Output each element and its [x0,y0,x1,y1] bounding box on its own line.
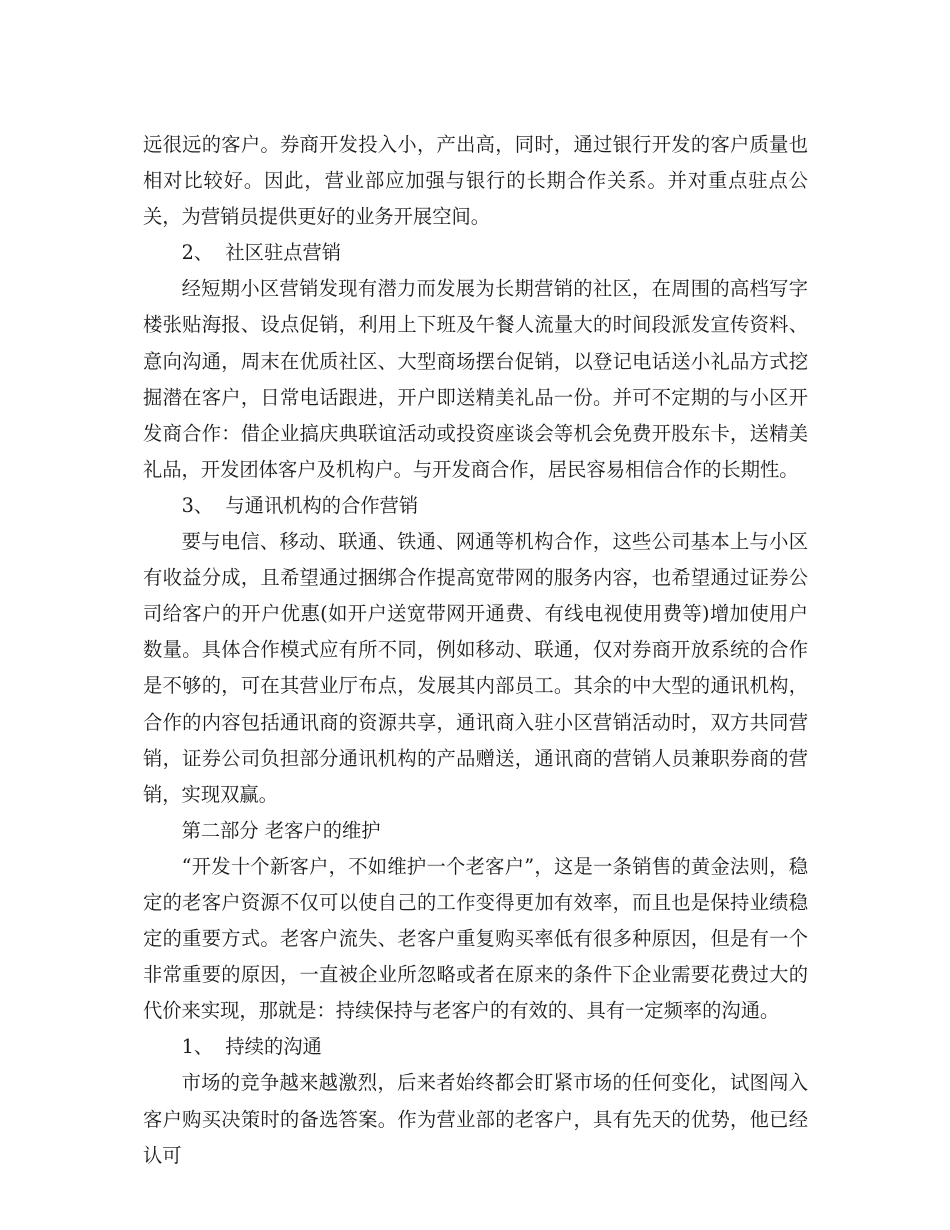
section-heading-continuous-communication: 1、 持续的沟通 [181,1035,322,1059]
document-body [143,127,808,1174]
paragraph-community-marketing: 经短期小区营销发现有潜力而发展为长期营销的社区，在周围的高档写字楼张贴海报、设点促销，利用上下班及午餐人流量大的时间段派发宣传资料、意向沟通，周末在优质社区、大型商场摆台促销，以登记电话送小礼品方式挖掘潜在客户，日常电话跟进，开户即送精美礼品一份。并可不定期的与小区开发商合作：借企业搞庆典联谊活动或投资座谈会等机会免费开股东卡，送精美礼品，开发团体客户及机构户。与开发商合作，居民容易相信合作的长期性。 [143,277,808,481]
paragraph-old-customer-maintenance: “开发十个新客户，不如维护一个老客户”，这是一条销售的黄金法则，稳定的老客户资源不仅可以使自己的工作变得更加有效率，而且也是保持业绩稳定的重要方式。老客户流失、老客户重复购买率低有很多种原因，但是有一个非常重要的原因，一直被企业所忽略或者在原来的条件下企业需要花费过大的代价来实现，那就是：持续保持与老客户的有效的、具有一定频率的沟通。 [143,854,808,1023]
section-heading-community-marketing: 2、 社区驻点营销 [181,241,342,265]
section-heading-telecom-cooperation: 3、 与通讯机构的合作营销 [181,493,419,517]
paragraph-bank-cooperation-continued: 远很远的客户。券商开发投入小，产出高，同时，通过银行开发的客户质量也相对比较好。因此，营业部应加强与银行的长期合作关系。并对重点驻点公关，为营销员提供更好的业务开展空间。 [143,133,808,229]
part-heading-old-customer-maintenance: 第二部分 老客户的维护 [181,818,381,842]
paragraph-telecom-cooperation: 要与电信、移动、联通、铁通、网通等机构合作，这些公司基本上与小区有收益分成，且希望通过捆绑合作提高宽带网的服务内容，也希望通过证券公司给客户的开户优惠(如开户送宽带网开通费、有线电视使用费等)增加使用户数量。具体合作模式应有所不同，例如移动、联通，仅对券商开放系统的合作是不够的，可在其营业厅布点，发展其内部员工。其余的中大型的通讯机构，合作的内容包括通讯商的资源共享，通讯商入驻小区营销活动时，双方共同营销，证券公司负担部分通讯机构的产品赠送，通讯商的营销人员兼职券商的营销，实现双赢。 [143,530,808,806]
paragraph-continuous-communication: 市场的竞争越来越激烈，后来者始终都会盯紧市场的任何变化，试图闯入客户购买决策时的备选答案。作为营业部的老客户，具有先天的优势，他已经认可 [143,1071,808,1167]
